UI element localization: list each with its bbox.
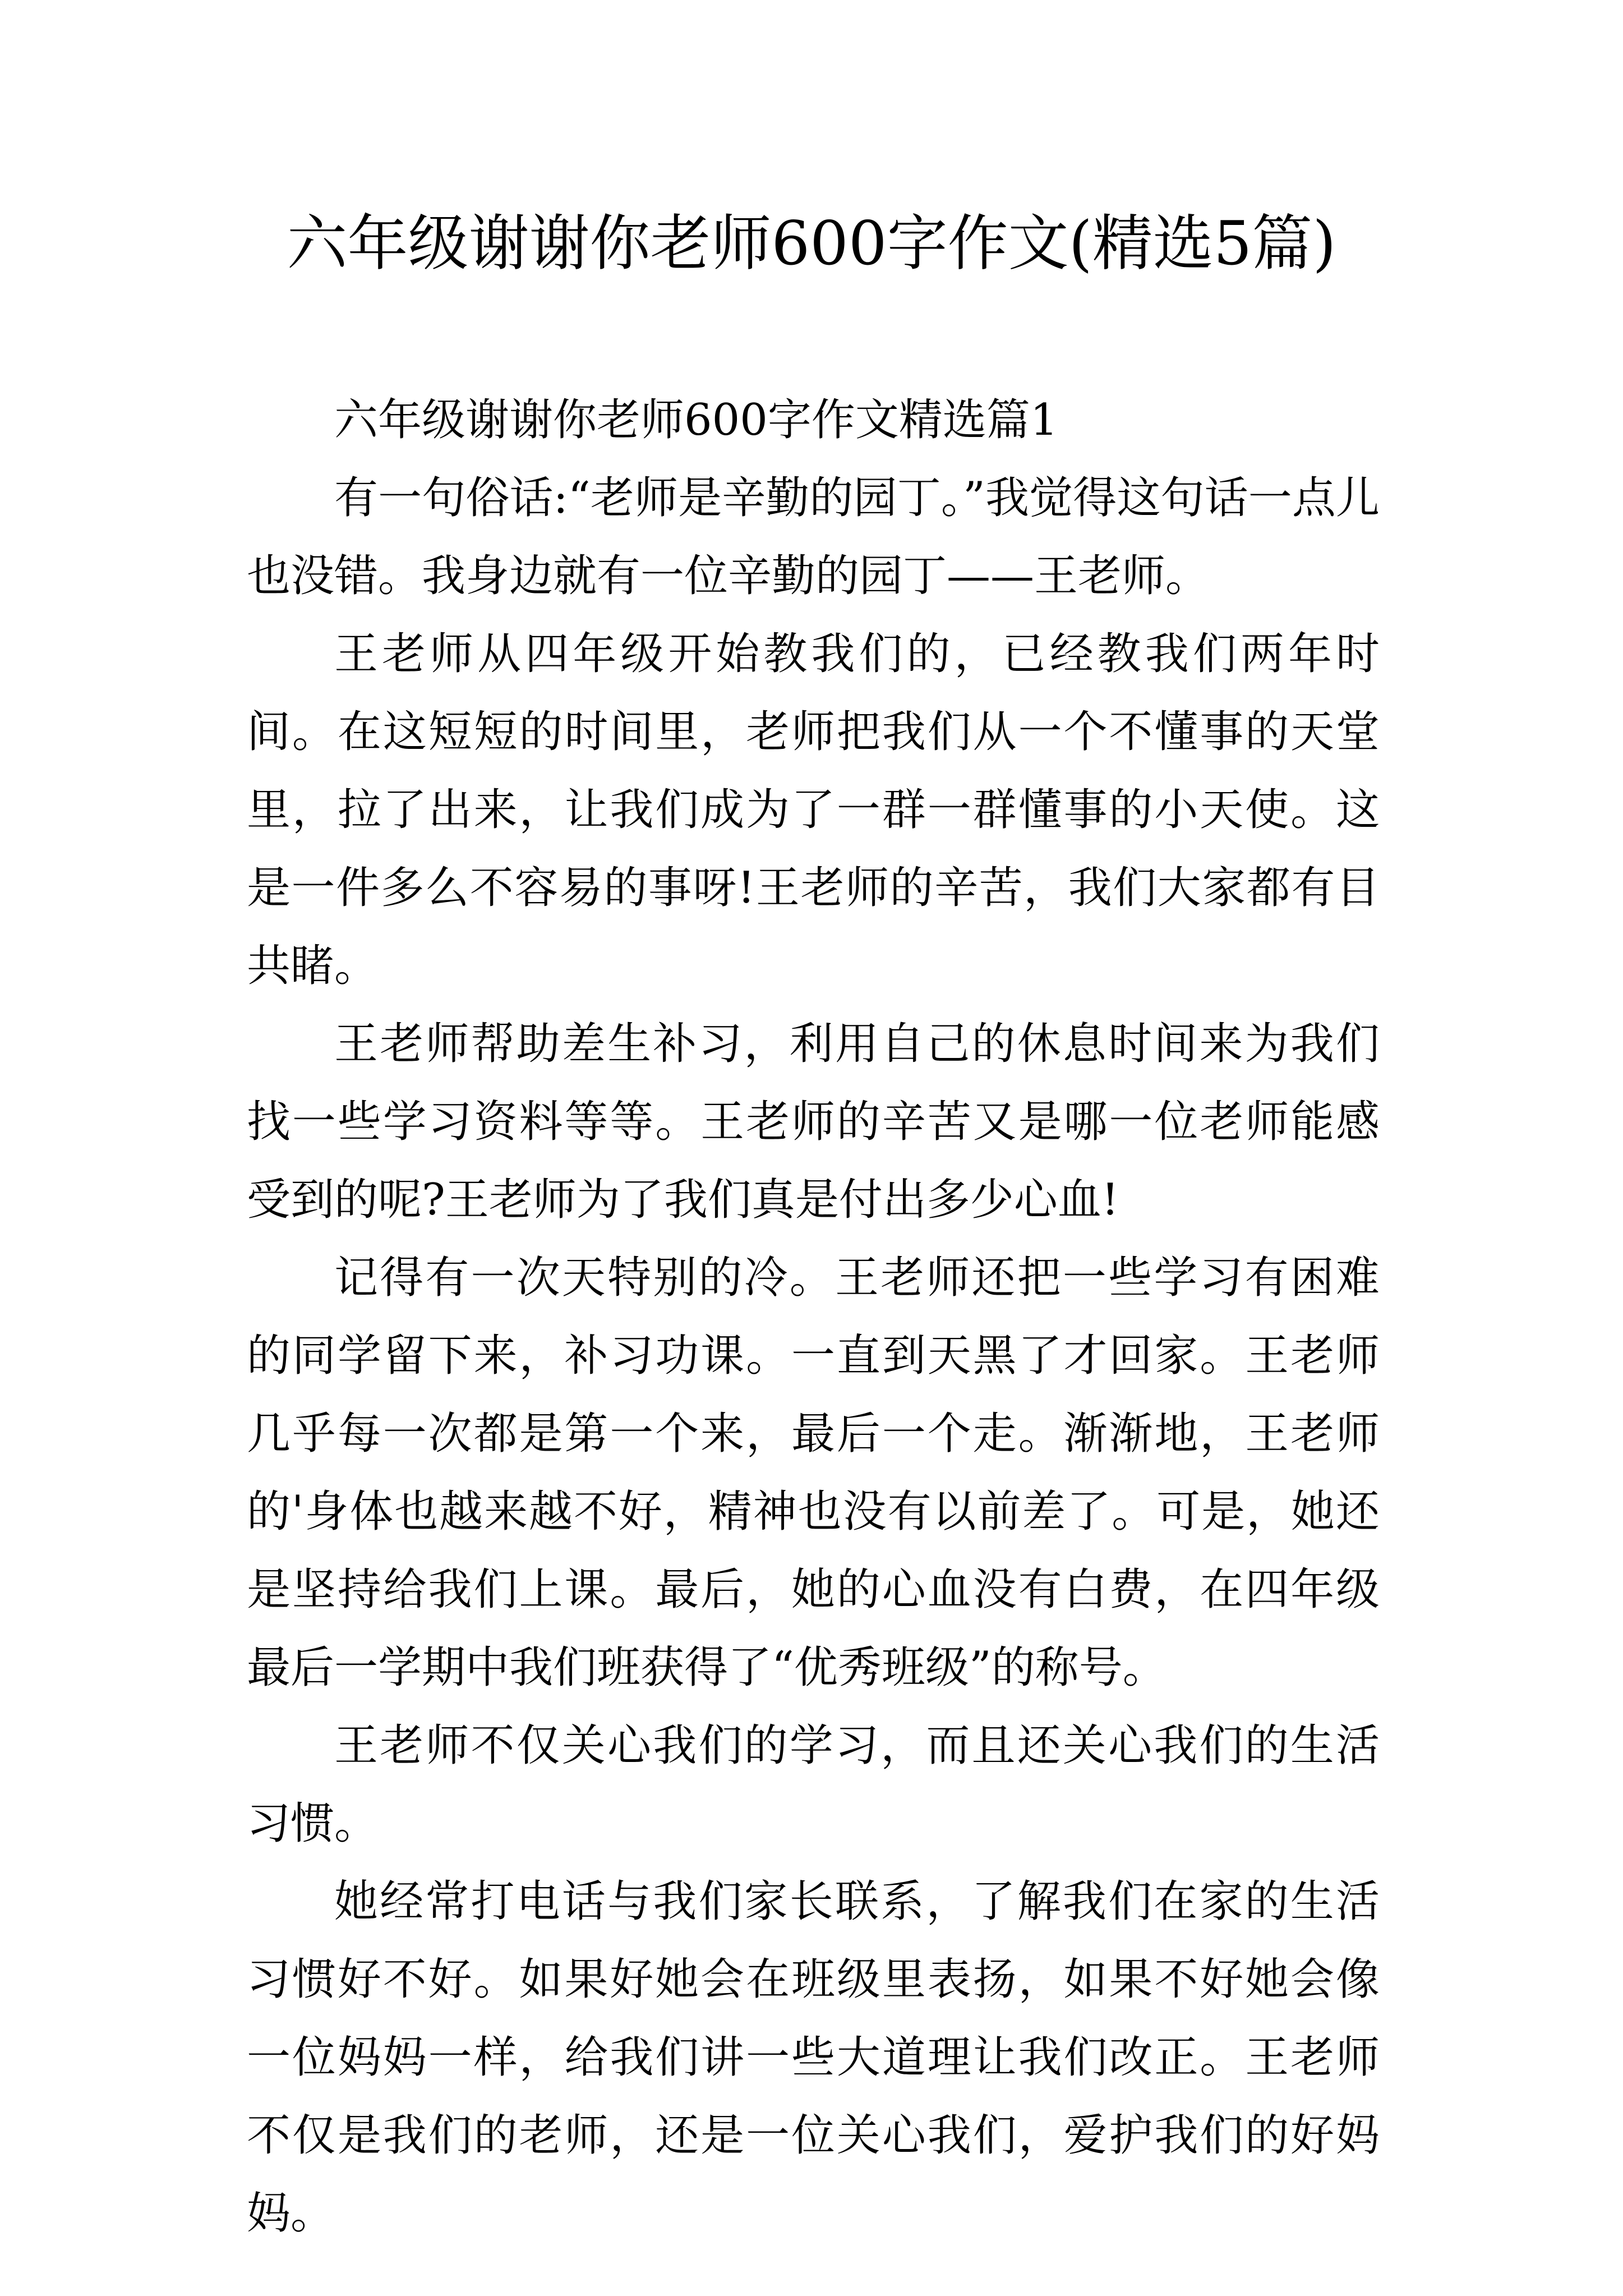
section-heading: 六年级谢谢你老师600字作文精选篇1: [334, 395, 1058, 445]
document-title: 六年级谢谢你老师600字作文(精选5篇): [287, 209, 1336, 279]
paragraph-4: 记得有一次天特别的冷。王老师还把一些学习有困难的同学留下来，补习功课。一直到天黑了才回家。王老师几乎每一次都是第一个来，最后一个走。渐渐地，王老师的'身体也越来越不好，精神也没有以前差了。可是，她还是坚持给我们上课。最后，她的心血没有白费，在四年级最后一学期中我们班获得了“优秀班级”的称号。: [247, 1253, 1380, 1693]
paragraph-2: 王老师从四年级开始教我们的，已经教我们两年时间。在这短短的时间里，老师把我们从一个不懂事的天堂里，拉了出来，让我们成为了一群一群懂事的小天使。这是一件多么不容易的事呀!王老师的辛苦，我们大家都有目共睹。: [247, 629, 1380, 991]
paragraph-6: 她经常打电话与我们家长联系，了解我们在家的生活习惯好不好。如果好她会在班级里表扬，如果不好她会像一位妈妈一样，给我们讲一些大道理让我们改正。王老师不仅是我们的老师，还是一位关心我们，爱护我们的好妈妈。: [247, 1876, 1380, 2239]
document-body: [247, 381, 1380, 2253]
paragraph-5: 王老师不仅关心我们的学习，而且还关心我们的生活习惯。: [247, 1720, 1380, 1849]
paragraph-1: 有一句俗话:“老师是辛勤的园丁。”我觉得这句话一点儿也没错。我身边就有一位辛勤的园丁——王老师。: [247, 473, 1380, 601]
paragraph-3: 王老师帮助差生补习，利用自己的休息时间来为我们找一些学习资料等等。王老师的辛苦又是哪一位老师能感受到的呢?王老师为了我们真是付出多少心血!: [247, 1019, 1380, 1225]
